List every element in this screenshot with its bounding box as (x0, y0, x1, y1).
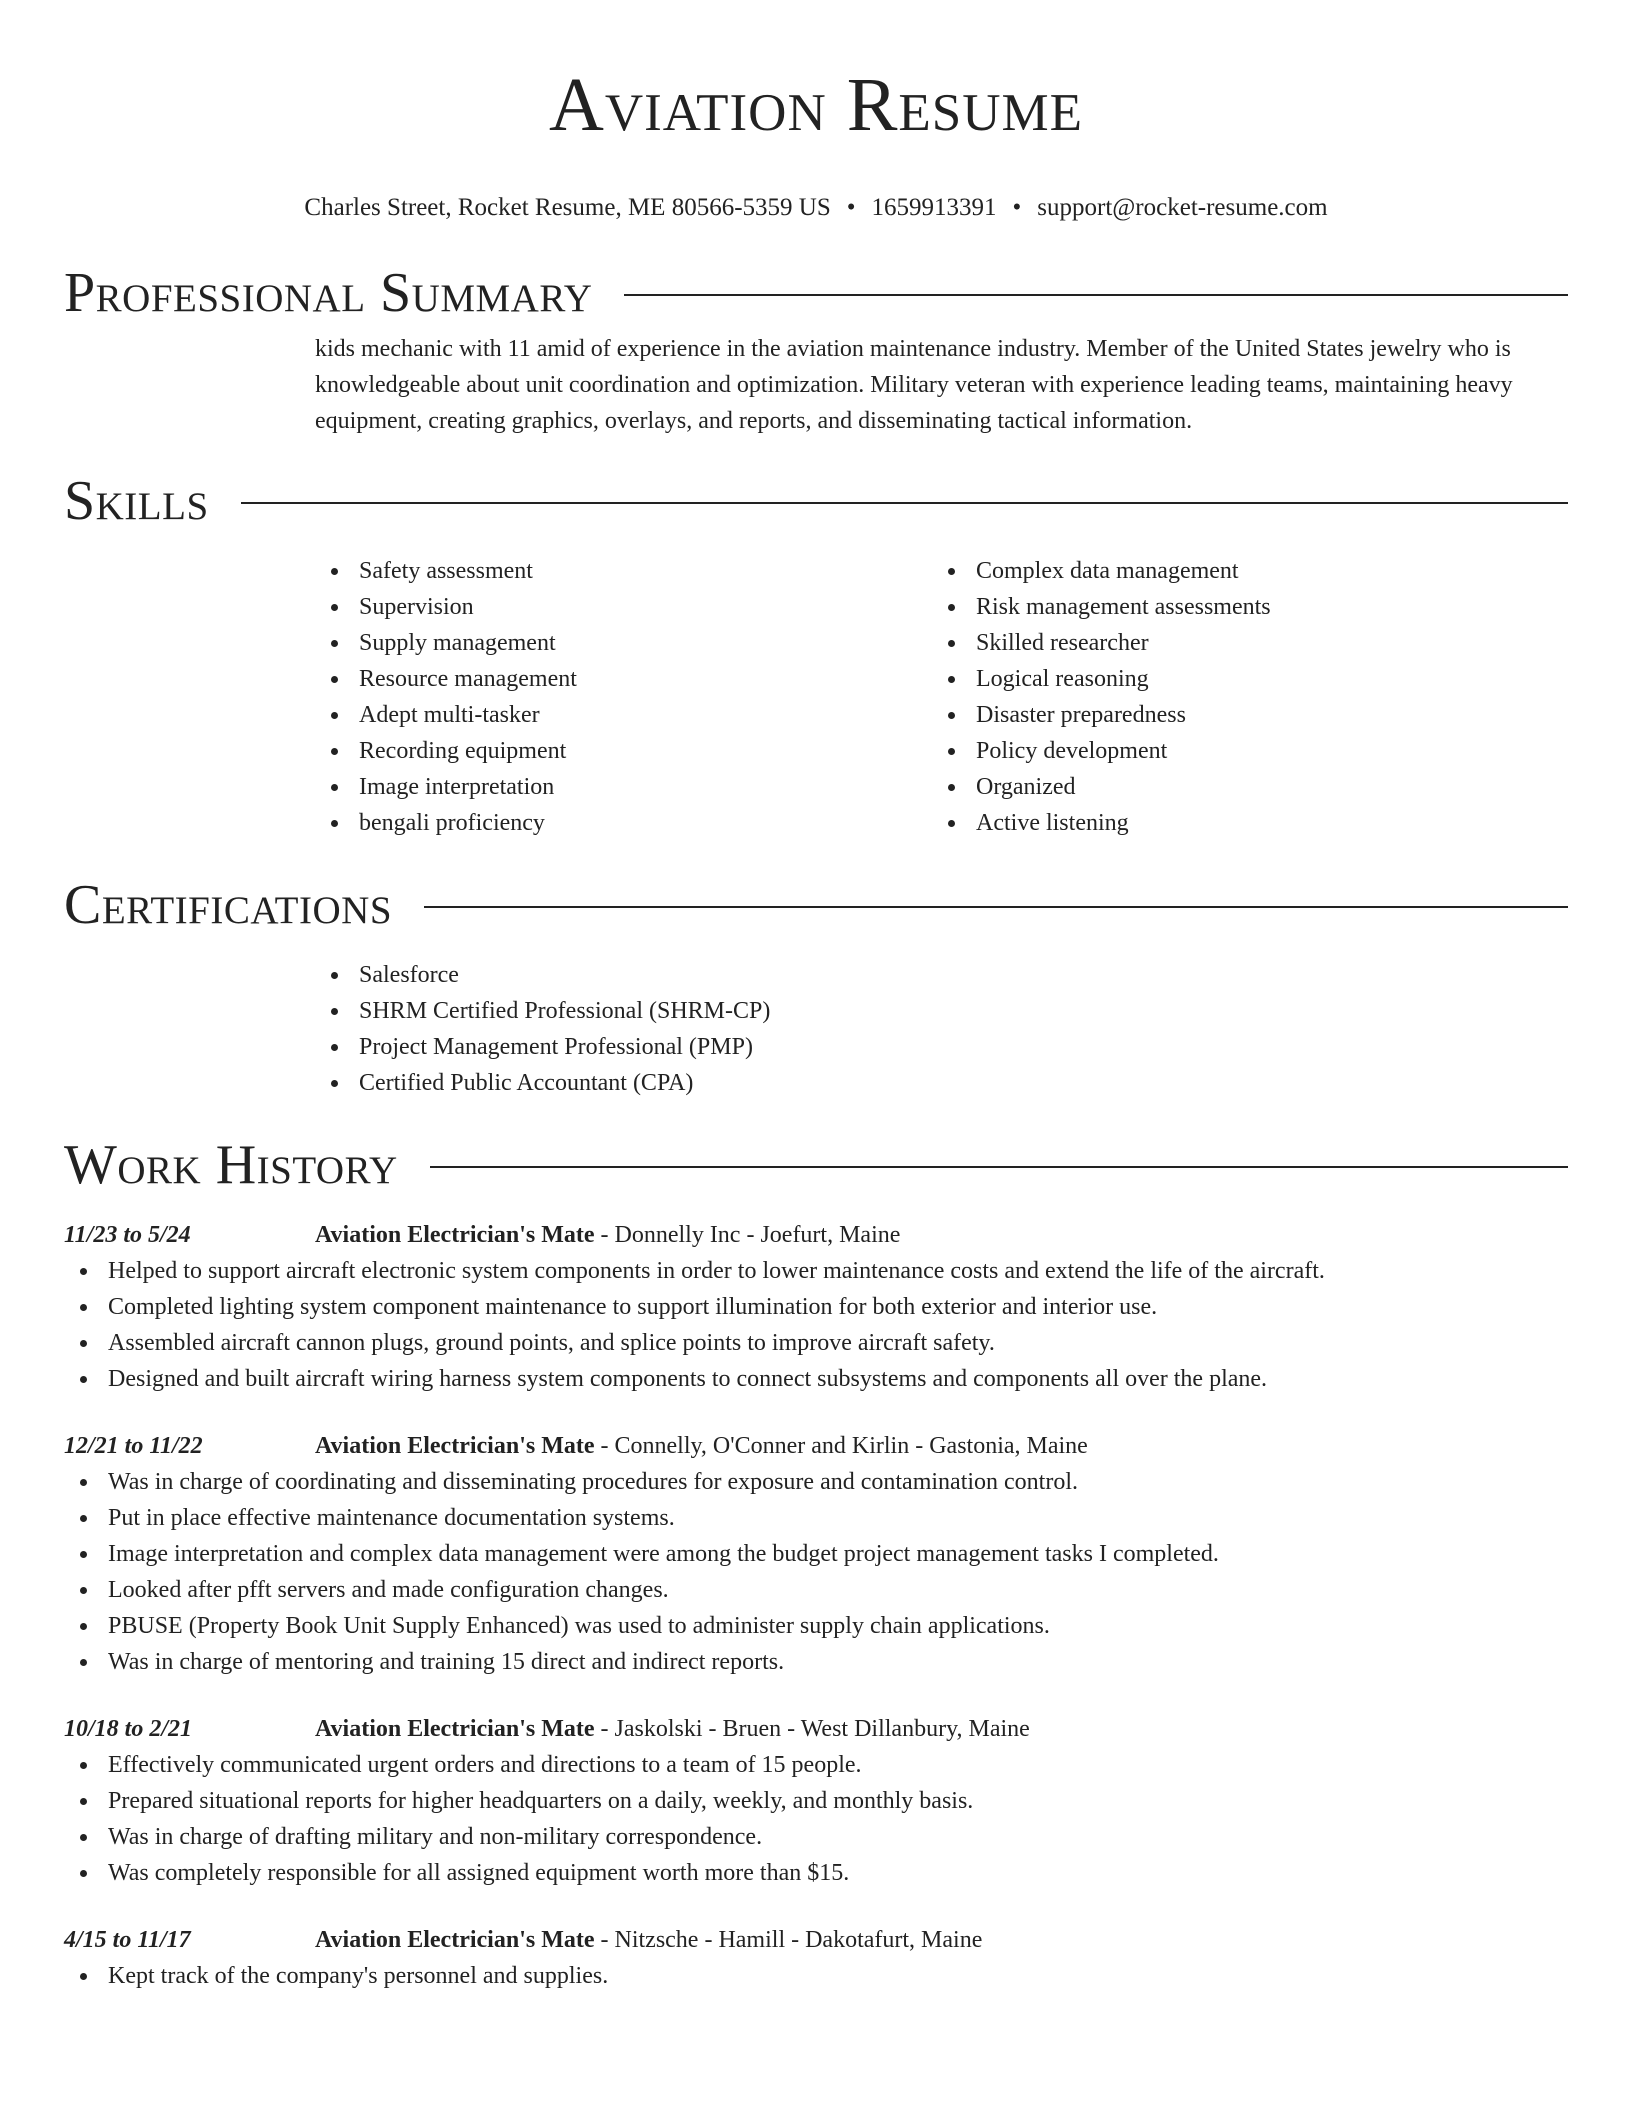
skill-item: Adept multi-tasker (315, 697, 932, 733)
certification-item: SHRM Certified Professional (SHRM-CP) (315, 993, 1568, 1029)
job-bullet: PBUSE (Property Book Unit Supply Enhanced) was used to administer supply chain applications. (64, 1608, 1568, 1644)
contact-phone: 1659913391 (871, 194, 997, 221)
skill-item: Policy development (932, 733, 1549, 769)
skills-grid (315, 553, 1568, 841)
job-entry (64, 1922, 1568, 1994)
job-details: - Connelly, O'Conner and Kirlin - Gastonia, Maine (594, 1433, 1088, 1459)
skill-item: Resource management (315, 661, 932, 697)
summary-text: kids mechanic with 11 amid of experience in the aviation maintenance industry. Member of the United States jewelry who is knowledgeable about unit coordination and optimization. Military veteran with experience leading teams, maintaining heavy equipment, creating graphics, overlays, and reports, and disseminating tactical information. (315, 336, 1513, 434)
section-divider (424, 906, 1568, 908)
job-details: - Donnelly Inc - Joefurt, Maine (594, 1222, 901, 1248)
job-bullet-list (64, 1747, 1568, 1891)
skills-section-header (64, 467, 1568, 535)
job-bullet: Was in charge of mentoring and training 15 direct and indirect reports. (64, 1644, 1568, 1680)
job-role: Aviation Electrician's Mate (315, 1433, 595, 1459)
contact-email: support@rocket-resume.com (1037, 194, 1328, 221)
job-entry (64, 1711, 1568, 1891)
skill-item: Risk management assessments (932, 589, 1549, 625)
job-dates: 11/23 to 5/24 (64, 1222, 191, 1248)
job-title-line (315, 1922, 1568, 1958)
job-bullet: Designed and built aircraft wiring harness system components to connect subsystems and components all over the plane. (64, 1361, 1568, 1397)
certifications-heading: Certifications (64, 874, 393, 936)
skill-item: Disaster preparedness (932, 697, 1549, 733)
skill-item: Skilled researcher (932, 625, 1549, 661)
job-details: - Jaskolski - Bruen - West Dillanbury, Maine (594, 1716, 1030, 1742)
job-dates: 4/15 to 11/17 (64, 1927, 191, 1953)
skill-item: bengali proficiency (315, 805, 932, 841)
skill-item: Logical reasoning (932, 661, 1549, 697)
skill-item: Active listening (932, 805, 1549, 841)
job-bullet: Assembled aircraft cannon plugs, ground points, and splice points to improve aircraft safety. (64, 1325, 1568, 1361)
skill-item: Complex data management (932, 553, 1549, 589)
certification-item: Salesforce (315, 957, 1568, 993)
summary-body (315, 331, 1568, 439)
skills-list-right (932, 553, 1549, 841)
job-bullet: Kept track of the company's personnel and supplies. (64, 1958, 1568, 1994)
job-bullet: Prepared situational reports for higher headquarters on a daily, weekly, and monthly basis. (64, 1783, 1568, 1819)
job-title-line (315, 1711, 1568, 1747)
job-bullet: Image interpretation and complex data management were among the budget project management tasks I completed. (64, 1536, 1568, 1572)
work-history-heading: Work History (64, 1134, 398, 1196)
skills-heading: Skills (64, 470, 209, 532)
job-title-line (315, 1217, 1568, 1253)
job-bullet: Was in charge of drafting military and non-military correspondence. (64, 1819, 1568, 1855)
skill-item: Supply management (315, 625, 932, 661)
contact-line (64, 190, 1568, 226)
section-divider (430, 1166, 1568, 1168)
skill-item: Safety assessment (315, 553, 932, 589)
job-bullet: Helped to support aircraft electronic system components in order to lower maintenance costs and extend the life of the aircraft. (64, 1253, 1568, 1289)
resume-name: Aviation Resume (548, 63, 1084, 147)
job-role: Aviation Electrician's Mate (315, 1222, 595, 1248)
certification-item: Project Management Professional (PMP) (315, 1029, 1568, 1065)
section-divider (241, 502, 1568, 504)
skills-list-left (315, 553, 932, 841)
job-bullet-list (64, 1253, 1568, 1397)
job-dates: 12/21 to 11/22 (64, 1433, 203, 1459)
certification-item: Certified Public Accountant (CPA) (315, 1065, 1568, 1101)
section-divider (624, 294, 1568, 296)
contact-separator: • (1012, 194, 1022, 221)
job-role: Aviation Electrician's Mate (315, 1716, 595, 1742)
job-role: Aviation Electrician's Mate (315, 1927, 595, 1953)
job-entry (64, 1428, 1568, 1680)
work-history-section-header (64, 1131, 1568, 1199)
skill-item: Recording equipment (315, 733, 932, 769)
job-bullet: Put in place effective maintenance documentation systems. (64, 1500, 1568, 1536)
job-bullet: Looked after pfft servers and made configuration changes. (64, 1572, 1568, 1608)
contact-address: Charles Street, Rocket Resume, ME 80566-5359 US (304, 194, 831, 221)
job-bullet: Completed lighting system component maintenance to support illumination for both exterior and interior use. (64, 1289, 1568, 1325)
job-title-line (315, 1428, 1568, 1464)
certifications-body (315, 957, 1568, 1101)
summary-section-header (64, 259, 1568, 327)
job-bullet-list (64, 1958, 1568, 1994)
job-bullet: Effectively communicated urgent orders and directions to a team of 15 people. (64, 1747, 1568, 1783)
skill-item: Organized (932, 769, 1549, 805)
skill-item: Image interpretation (315, 769, 932, 805)
certifications-section-header (64, 871, 1568, 939)
certifications-list (315, 957, 1568, 1101)
resume-page (64, 0, 1568, 1994)
contact-separator: • (846, 194, 856, 221)
job-bullet: Was in charge of coordinating and disseminating procedures for exposure and contamination control. (64, 1464, 1568, 1500)
job-details: - Nitzsche - Hamill - Dakotafurt, Maine (594, 1927, 983, 1953)
summary-heading: Professional Summary (64, 262, 593, 324)
job-bullet: Was completely responsible for all assigned equipment worth more than $15. (64, 1855, 1568, 1891)
job-entry (64, 1217, 1568, 1397)
skill-item: Supervision (315, 589, 932, 625)
job-bullet-list (64, 1464, 1568, 1680)
job-dates: 10/18 to 2/21 (64, 1716, 193, 1742)
